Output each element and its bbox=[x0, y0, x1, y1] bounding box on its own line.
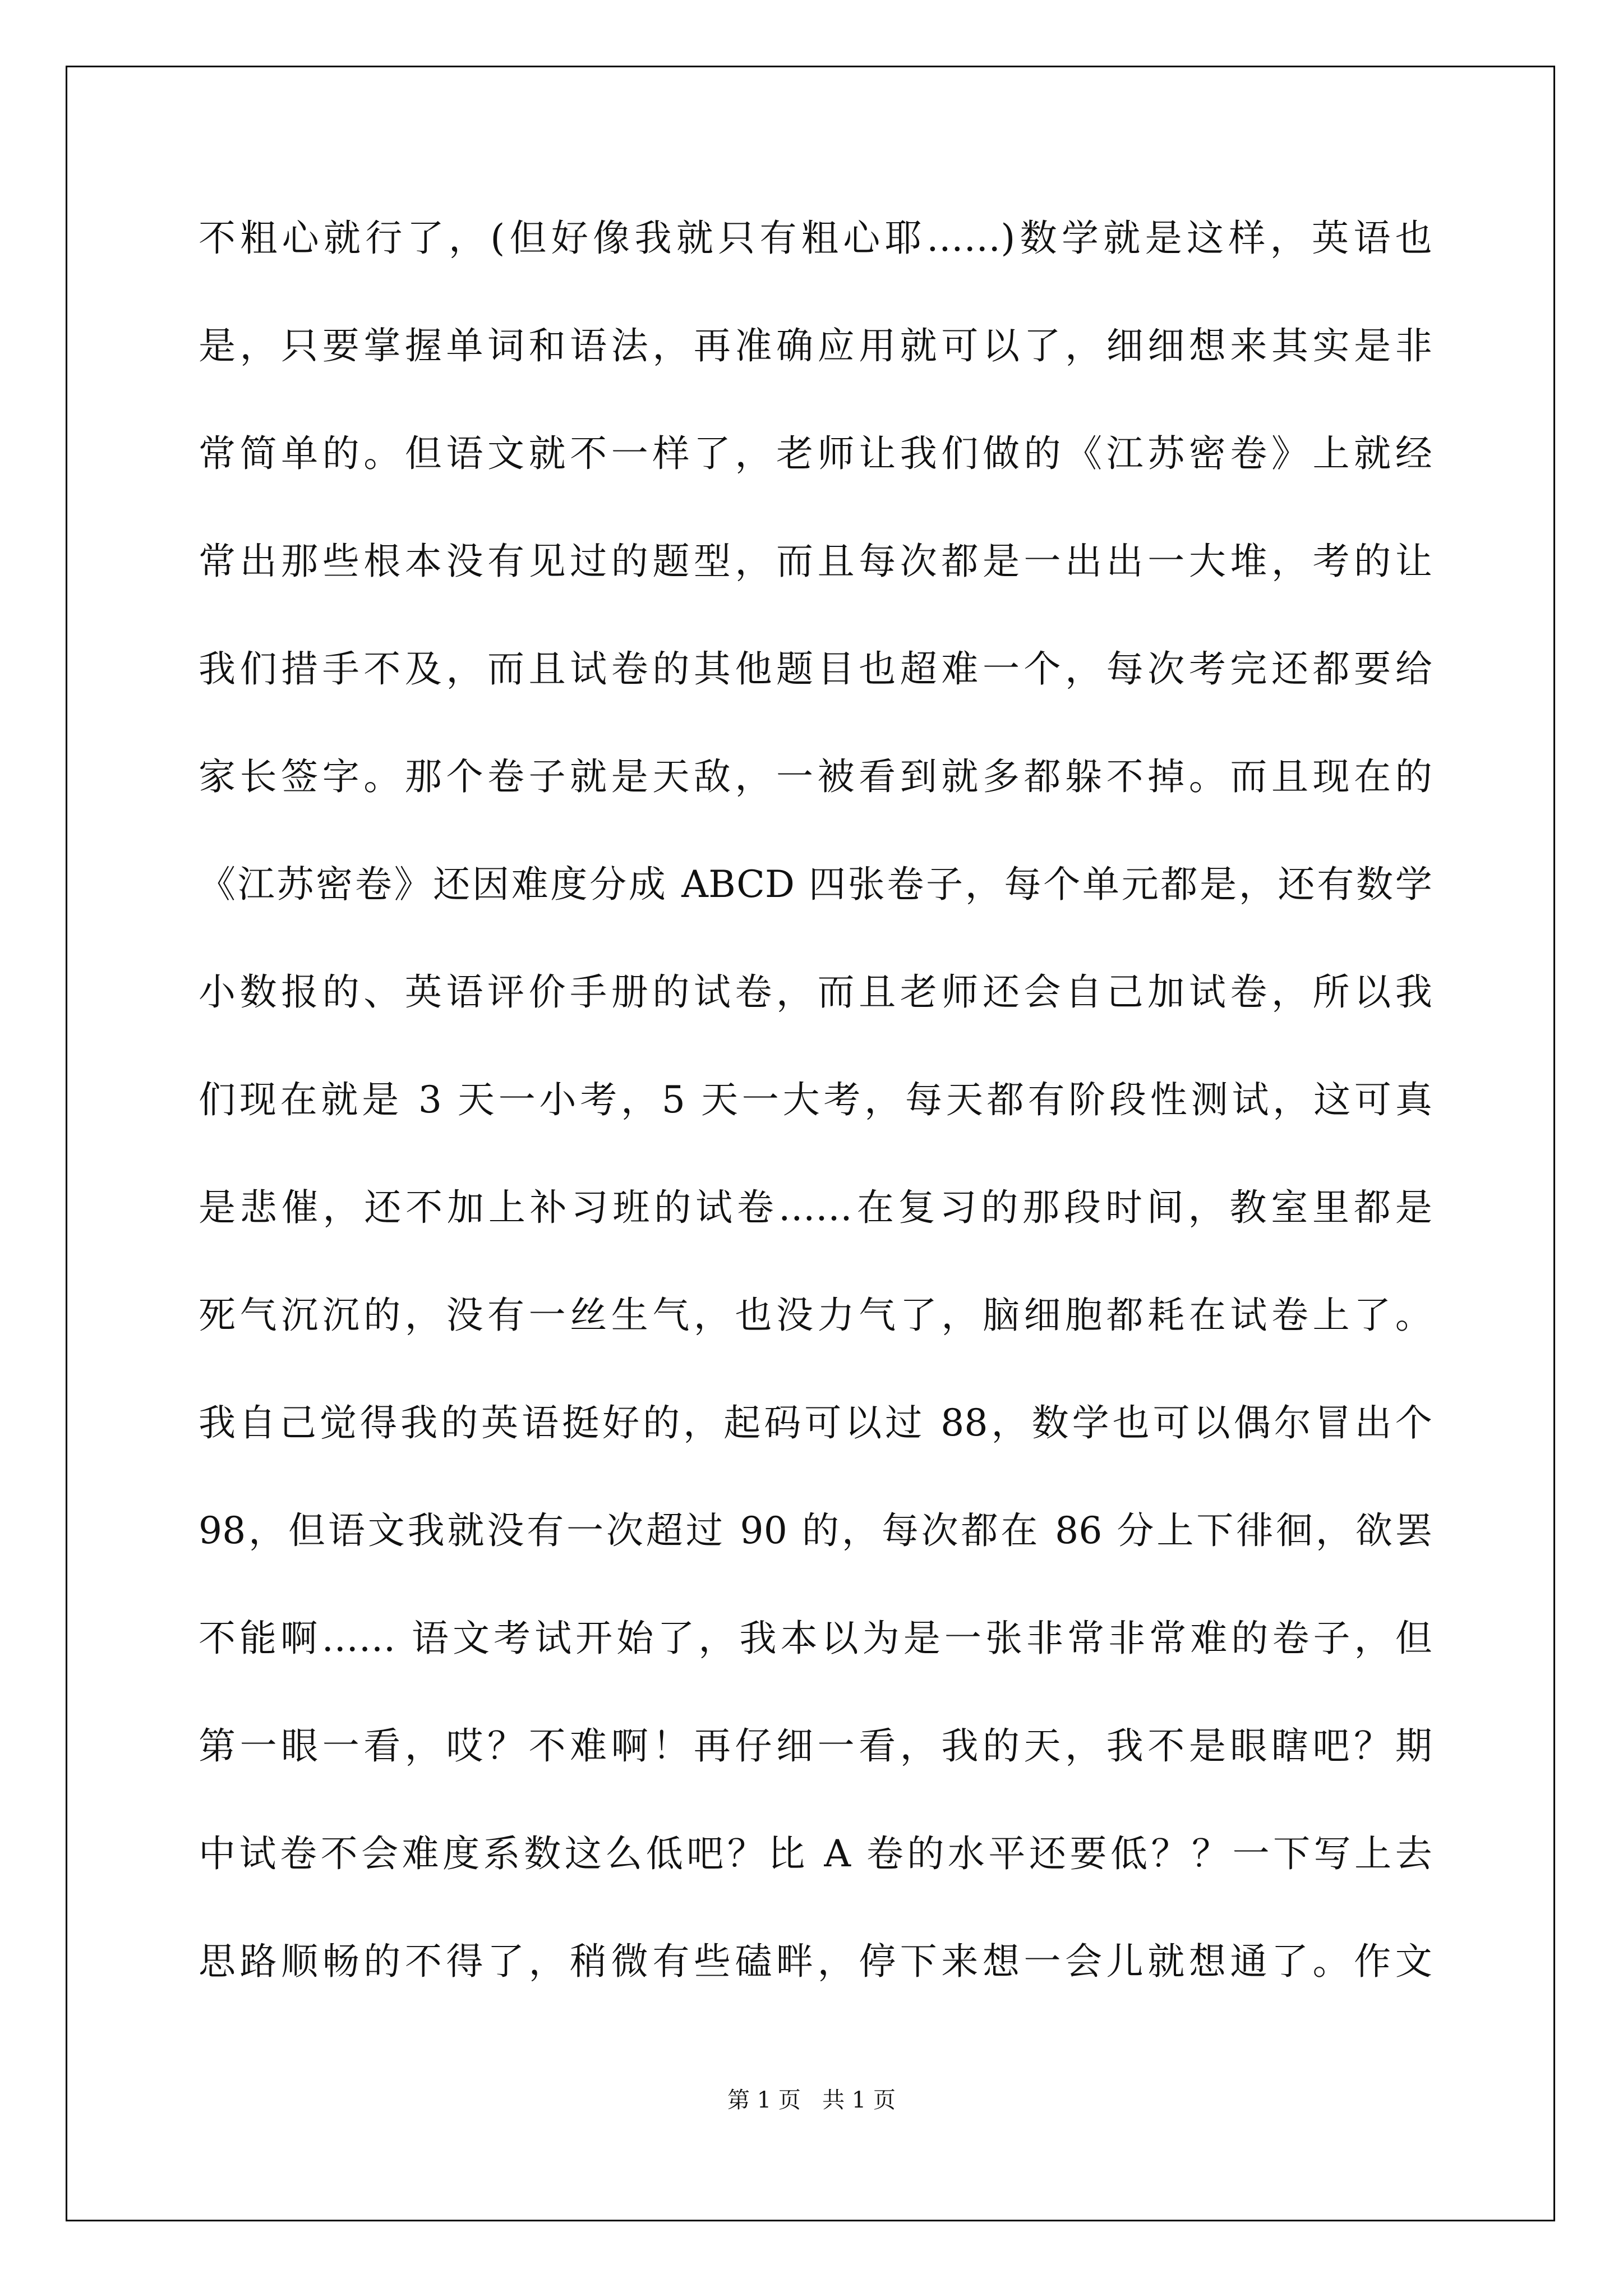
text-line: 是，只要掌握单词和语法，再准确应用就可以了，细细想来其实是非 bbox=[199, 324, 1432, 367]
text-line: 第一眼一看，哎？不难啊！再仔细一看，我的天，我不是眼瞎吧？期 bbox=[199, 1724, 1432, 1768]
text-line: 中试卷不会难度系数这么低吧？比 A 卷的水平还要低？？一下写上去 bbox=[199, 1832, 1432, 1875]
text-line: 常出那些根本没有见过的题型，而且每次都是一出出一大堆，考的让 bbox=[199, 540, 1432, 583]
text-line: 《江苏密卷》还因难度分成 ABCD 四张卷子，每个单元都是，还有数学 bbox=[199, 863, 1432, 906]
text-line: 们现在就是 3 天一小考，5 天一大考，每天都有阶段性测试，这可真 bbox=[199, 1078, 1432, 1121]
text-line: 98，但语文我就没有一次超过 90 的，每次都在 86 分上下徘徊，欲罢 bbox=[199, 1509, 1432, 1552]
text-line: 死气沉沉的，没有一丝生气，也没力气了，脑细胞都耗在试卷上了。 bbox=[199, 1294, 1432, 1337]
document-body bbox=[199, 217, 1432, 2047]
text-line: 小数报的、英语评价手册的试卷，而且老师还会自己加试卷，所以我 bbox=[199, 970, 1432, 1014]
text-line: 常简单的。但语文就不一样了，老师让我们做的《江苏密卷》上就经 bbox=[199, 432, 1432, 475]
text-line: 我自己觉得我的英语挺好的，起码可以过 88，数学也可以偶尔冒出个 bbox=[199, 1401, 1432, 1444]
text-line: 是悲催，还不加上补习班的试卷……在复习的那段时间，教室里都是 bbox=[199, 1186, 1432, 1229]
text-line: 不粗心就行了，(但好像我就只有粗心耶……)数学就是这样，英语也 bbox=[199, 217, 1432, 260]
page-number-footer: 第 1 页 共 1 页 bbox=[727, 2087, 896, 2113]
text-line: 家长签字。那个卷子就是天敌，一被看到就多都躲不掉。而且现在的 bbox=[199, 755, 1432, 798]
text-line: 不能啊…… 语文考试开始了，我本以为是一张非常非常难的卷子，但 bbox=[199, 1617, 1432, 1660]
text-line: 我们措手不及，而且试卷的其他题目也超难一个，每次考完还都要给 bbox=[199, 647, 1432, 691]
text-line: 思路顺畅的不得了，稍微有些磕畔，停下来想一会儿就想通了。作文 bbox=[199, 1940, 1432, 1983]
